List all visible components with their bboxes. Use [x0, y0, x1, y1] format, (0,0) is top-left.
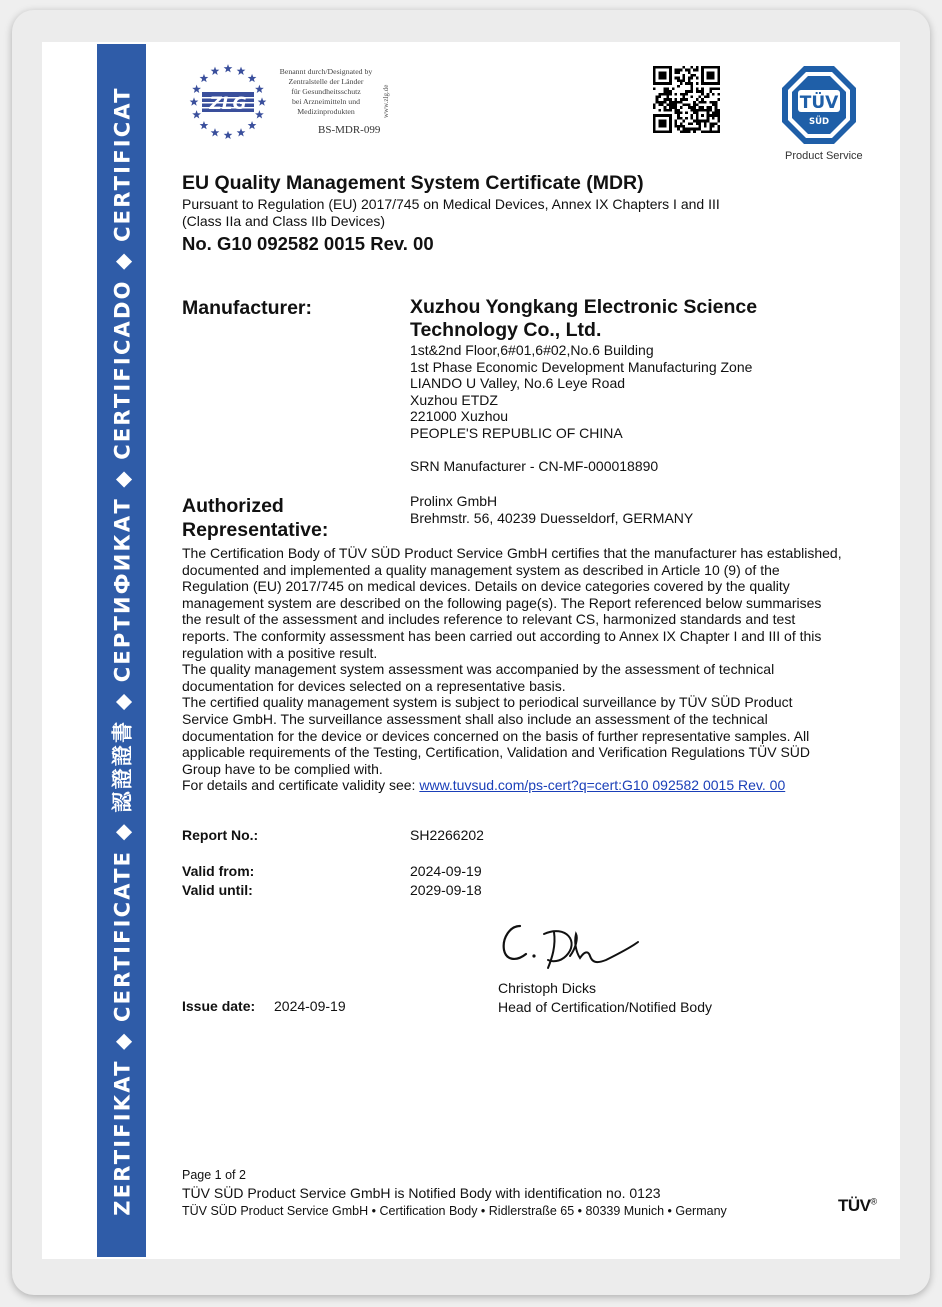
valid-from-label: Valid from: [182, 863, 255, 879]
tuv-sud-logo [780, 64, 858, 146]
tuv-footer-mark: TÜV® [838, 1196, 877, 1215]
certificate-subtitle: Pursuant to Regulation (EU) 2017/745 on Medical Devices, Annex IX Chapters I and III (Class IIa and Class IIb Devices) [182, 196, 720, 229]
statement-paragraph: The quality management system assessment was accompanied by the assessment of technical documentation for devices selected on a representative basis. [182, 661, 775, 694]
svg-text:TÜV: TÜV [799, 93, 839, 113]
notified-body-line: TÜV SÜD Product Service GmbH is Notified Body with identification no. 0123 [182, 1185, 661, 1201]
side-band-text: ZERTIFIKAT ◆ CERTIFICATE ◆ 認證證書 ◆ СЕРТИФИКАТ ◆ CERTIFICADO ◆ CERTIFICAT [110, 85, 135, 1216]
certificate-validity-link[interactable]: www.tuvsud.com/ps-cert?q=cert:G10 092582 0015 Rev. 00 [419, 777, 786, 794]
manufacturer-name: Xuzhou Yongkang Electronic Science Technology Co., Ltd. [410, 296, 758, 341]
manufacturer-label: Manufacturer: [182, 297, 313, 319]
certification-statement [182, 545, 842, 794]
statement-paragraph: The Certification Body of TÜV SÜD Product Service GmbH certifies that the manufacturer has established, documented and implemented a quality management system as described in Article 10 (9) of the Regulation (EU) 2017/745 on medical devices. Details on device categories covered by the quality management system are described on the following page(s). The Report referenced below summarises the result of the assessment and includes reference to relevant CS, harmonized standards and test reports. The conformity assessment has been carried out according to Annex IX Chapter I and III of this regulation with a positive result. [182, 545, 842, 661]
signer-title: Head of Certification/Notified Body [498, 999, 712, 1015]
zlg-designation: Benannt durch/Designated by Zentralstelle der Länder für Gesundheitsschutz bei Arzneimitteln und Medizinprodukten [279, 67, 373, 116]
footer [182, 1166, 727, 1220]
manufacturer-srn: SRN Manufacturer - CN-MF-000018890 [410, 458, 659, 474]
report-no-label: Report No.: [182, 827, 259, 843]
certificate-title: EU Quality Management System Certificate (MDR) [182, 172, 644, 194]
representative-details: Prolinx GmbH Brehmstr. 56, 40239 Duesseldorf, GERMANY [410, 493, 694, 526]
side-band [97, 44, 146, 1257]
issue-date-label: Issue date: [182, 998, 256, 1014]
signer-name: Christoph Dicks [498, 980, 597, 996]
zlg-logo-text: ZLG [209, 94, 247, 114]
svg-text:SÜD: SÜD [808, 117, 830, 127]
manufacturer-address: 1st&2nd Floor,6#01,6#02,No.6 Building 1st Phase Economic Development Manufacturing Zone LIANDO U Valley, No.6 Leye Road Xuzhou ETDZ 221000 Xuzhou PEOPLE'S REPUBLIC OF CHINA [410, 342, 753, 441]
representative-label: Authorized Representative: [182, 495, 329, 541]
statement-paragraph: The certified quality management system is subject to periodical surveillance by TÜV SÜD Product Service GmbH. The surveillance assessment shall also include an assessment of the technical documentation for the device or devices concerned on the basis of further representative samples. All applicable requirements of the Testing, Certification, Validation and Verification Regulations TÜV SÜD Group have to be complied with. [182, 694, 811, 777]
certificate-number: No. G10 092582 0015 Rev. 00 [182, 233, 434, 254]
zlg-url: www.zlg.de [382, 84, 390, 118]
details-line: For details and certificate validity see: www.tuvsud.com/ps-cert?q=cert:G10 092582 0015 Rev. 00 [182, 777, 786, 794]
signer-block [498, 979, 712, 1017]
zlg-code: BS-MDR-099 [318, 124, 381, 136]
valid-until-label: Valid until: [182, 882, 253, 898]
report-no-value: SH2266202 [410, 827, 484, 843]
page-indicator: Page 1 of 2 [182, 1168, 246, 1182]
tuv-caption: Product Service [785, 150, 863, 162]
zlg-logo [178, 62, 278, 142]
issue-date-value: 2024-09-19 [274, 998, 346, 1014]
qr-code-icon[interactable] [653, 66, 720, 133]
signature-image [496, 912, 642, 978]
footer-address: TÜV SÜD Product Service GmbH • Certification Body • Ridlerstraße 65 • 80339 Munich • Germany [182, 1204, 727, 1218]
valid-from-value: 2024-09-19 [410, 863, 482, 879]
valid-until-value: 2029-09-18 [410, 882, 482, 898]
